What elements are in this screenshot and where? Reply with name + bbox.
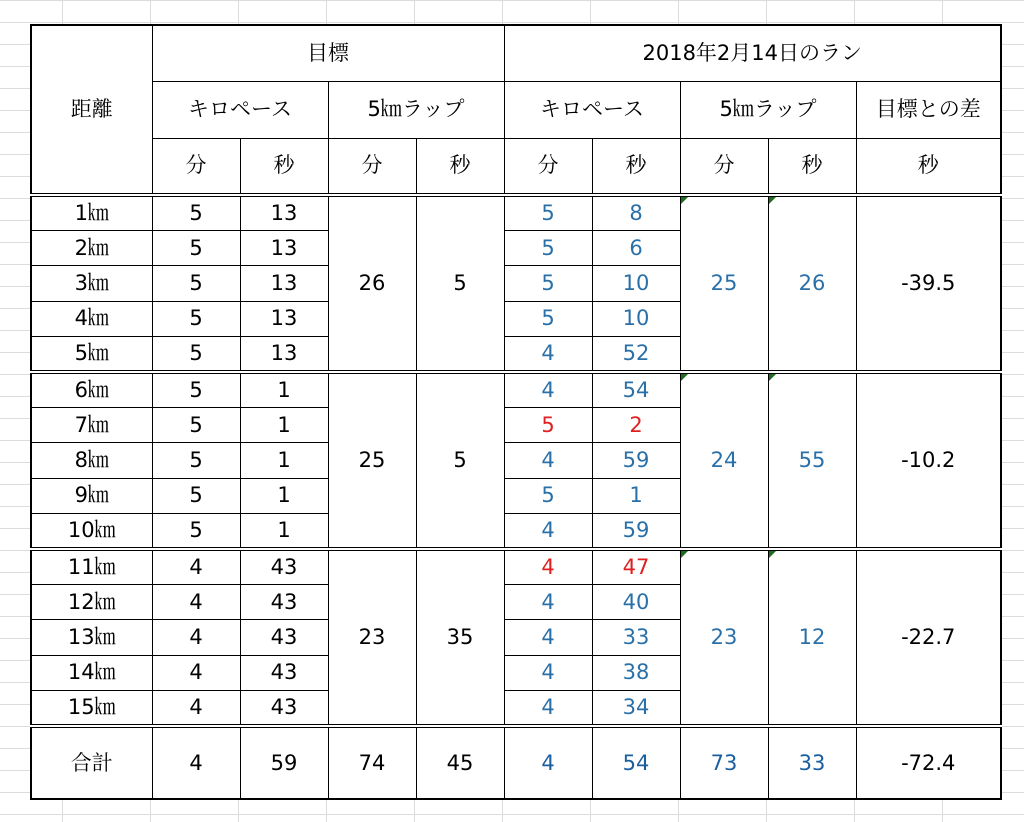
target-pace-min-cell[interactable]: 5 [152, 443, 240, 478]
run-pace-min-cell[interactable]: 4 [504, 549, 592, 584]
header-target[interactable]: 目標 [152, 25, 504, 82]
target-pace-sec-cell[interactable]: 1 [240, 407, 328, 442]
total-diff-cell[interactable]: -72.4 [856, 726, 1001, 799]
target-pace-min-cell[interactable]: 5 [152, 266, 240, 301]
run-pace-sec-cell[interactable]: 6 [592, 230, 680, 265]
distance-cell[interactable]: 9㎞ [31, 478, 152, 513]
distance-cell[interactable]: 8㎞ [31, 443, 152, 478]
distance-cell[interactable]: 12㎞ [31, 584, 152, 619]
header-run-date[interactable]: 2018年2月14日のラン [504, 25, 1001, 82]
target-pace-sec-cell[interactable]: 43 [240, 691, 328, 726]
run-pace-min-cell[interactable]: 5 [504, 266, 592, 301]
target-pace-sec-cell[interactable]: 1 [240, 514, 328, 549]
run-pace-sec-cell[interactable]: 1 [592, 478, 680, 513]
header-run-pace-sec[interactable]: 秒 [592, 138, 680, 195]
total-target-lap-sec-cell[interactable]: 45 [416, 726, 504, 799]
diff-cell[interactable]: -39.5 [856, 195, 1001, 372]
target-pace-sec-cell[interactable]: 13 [240, 337, 328, 372]
target-pace-min-cell[interactable]: 5 [152, 514, 240, 549]
header-target-lap-min[interactable]: 分 [328, 138, 416, 195]
header-diff-sec[interactable]: 秒 [856, 138, 1001, 195]
distance-cell[interactable]: 15㎞ [31, 691, 152, 726]
target-pace-sec-cell[interactable]: 1 [240, 372, 328, 407]
distance-cell[interactable]: 6㎞ [31, 372, 152, 407]
run-lap-sec-cell[interactable]: 12 [768, 549, 856, 726]
header-run-pace-min[interactable]: 分 [504, 138, 592, 195]
table-row [31, 549, 1001, 584]
total-run-pace-sec-cell[interactable]: 54 [592, 726, 680, 799]
header-target-pace-sec[interactable]: 秒 [240, 138, 328, 195]
run-pace-min-cell[interactable]: 4 [504, 443, 592, 478]
target-lap-min-cell[interactable]: 25 [328, 372, 416, 549]
target-pace-min-cell[interactable]: 4 [152, 691, 240, 726]
total-label-cell[interactable]: 合計 [31, 726, 152, 799]
run-pace-sec-cell[interactable]: 10 [592, 266, 680, 301]
target-lap-sec-cell[interactable]: 35 [416, 549, 504, 726]
run-pace-sec-cell[interactable]: 52 [592, 337, 680, 372]
distance-cell[interactable]: 13㎞ [31, 620, 152, 655]
run-pace-min-cell[interactable]: 4 [504, 337, 592, 372]
target-pace-sec-cell[interactable]: 13 [240, 195, 328, 230]
target-pace-sec-cell[interactable]: 1 [240, 443, 328, 478]
total-target-pace-min-cell[interactable]: 4 [152, 726, 240, 799]
target-pace-min-cell[interactable]: 5 [152, 478, 240, 513]
run-lap-min-cell[interactable]: 24 [680, 372, 768, 549]
target-pace-min-cell[interactable]: 4 [152, 584, 240, 619]
run-pace-min-cell[interactable]: 4 [504, 584, 592, 619]
run-lap-min-cell[interactable]: 25 [680, 195, 768, 372]
header-diff[interactable]: 目標との差 [856, 82, 1001, 139]
run-pace-sec-cell[interactable]: 10 [592, 301, 680, 336]
target-lap-sec-cell[interactable]: 5 [416, 195, 504, 372]
target-lap-min-cell[interactable]: 26 [328, 195, 416, 372]
header-run-lap-min[interactable]: 分 [680, 138, 768, 195]
header-run-lap-sec[interactable]: 秒 [768, 138, 856, 195]
run-pace-sec-cell[interactable]: 33 [592, 620, 680, 655]
header-run-5km-lap[interactable]: 5㎞ラップ [680, 82, 856, 139]
total-run-pace-min-cell[interactable]: 4 [504, 726, 592, 799]
target-pace-min-cell[interactable]: 5 [152, 230, 240, 265]
header-distance[interactable]: 距離 [31, 25, 152, 195]
total-run-lap-min-cell[interactable]: 73 [680, 726, 768, 799]
total-run-lap-sec-cell[interactable]: 33 [768, 726, 856, 799]
target-pace-sec-cell[interactable]: 43 [240, 655, 328, 690]
run-pace-sec-cell[interactable]: 47 [592, 549, 680, 584]
target-pace-min-cell[interactable]: 5 [152, 301, 240, 336]
distance-cell[interactable]: 3㎞ [31, 266, 152, 301]
run-pace-sec-cell[interactable]: 59 [592, 443, 680, 478]
header-target-5km-lap[interactable]: 5㎞ラップ [328, 82, 504, 139]
target-pace-min-cell[interactable]: 4 [152, 620, 240, 655]
target-pace-min-cell[interactable]: 5 [152, 372, 240, 407]
target-lap-min-cell[interactable]: 23 [328, 549, 416, 726]
header-target-km-pace[interactable]: キロペース [152, 82, 328, 139]
target-pace-min-cell[interactable]: 5 [152, 407, 240, 442]
run-pace-min-cell[interactable]: 5 [504, 301, 592, 336]
diff-cell[interactable]: -10.2 [856, 372, 1001, 549]
target-lap-sec-cell[interactable]: 5 [416, 372, 504, 549]
distance-cell[interactable]: 5㎞ [31, 337, 152, 372]
run-pace-min-cell[interactable]: 4 [504, 655, 592, 690]
run-pace-sec-cell[interactable]: 8 [592, 195, 680, 230]
run-pace-min-cell[interactable]: 4 [504, 514, 592, 549]
run-pace-min-cell[interactable]: 4 [504, 372, 592, 407]
run-pace-sec-cell[interactable]: 34 [592, 691, 680, 726]
total-target-lap-min-cell[interactable]: 74 [328, 726, 416, 799]
run-pace-min-cell[interactable]: 5 [504, 407, 592, 442]
run-pace-sec-cell[interactable]: 40 [592, 584, 680, 619]
distance-cell[interactable]: 4㎞ [31, 301, 152, 336]
target-pace-min-cell[interactable]: 5 [152, 195, 240, 230]
run-pace-min-cell[interactable]: 5 [504, 195, 592, 230]
target-pace-min-cell[interactable]: 4 [152, 549, 240, 584]
run-lap-sec-cell[interactable]: 55 [768, 372, 856, 549]
header-target-pace-min[interactable]: 分 [152, 138, 240, 195]
distance-cell[interactable]: 1㎞ [31, 195, 152, 230]
diff-cell[interactable]: -22.7 [856, 549, 1001, 726]
target-pace-sec-cell[interactable]: 43 [240, 584, 328, 619]
target-pace-sec-cell[interactable]: 13 [240, 266, 328, 301]
distance-cell[interactable]: 11㎞ [31, 549, 152, 584]
run-pace-sec-cell[interactable]: 38 [592, 655, 680, 690]
distance-cell[interactable]: 10㎞ [31, 514, 152, 549]
target-pace-min-cell[interactable]: 5 [152, 337, 240, 372]
table-row [31, 195, 1001, 230]
run-pace-min-cell[interactable]: 4 [504, 620, 592, 655]
distance-cell[interactable]: 2㎞ [31, 230, 152, 265]
run-lap-min-cell[interactable]: 23 [680, 549, 768, 726]
total-row [31, 726, 1001, 799]
target-pace-min-cell[interactable]: 4 [152, 655, 240, 690]
table-row [31, 372, 1001, 407]
run-pace-min-cell[interactable]: 4 [504, 691, 592, 726]
run-pace-min-cell[interactable]: 5 [504, 230, 592, 265]
target-pace-sec-cell[interactable]: 1 [240, 478, 328, 513]
total-target-pace-sec-cell[interactable]: 59 [240, 726, 328, 799]
run-pace-sec-cell[interactable]: 54 [592, 372, 680, 407]
target-pace-sec-cell[interactable]: 43 [240, 549, 328, 584]
run-pace-sec-cell[interactable]: 2 [592, 407, 680, 442]
distance-cell[interactable]: 7㎞ [31, 407, 152, 442]
target-pace-sec-cell[interactable]: 13 [240, 301, 328, 336]
run-pace-min-cell[interactable]: 5 [504, 478, 592, 513]
distance-cell[interactable]: 14㎞ [31, 655, 152, 690]
header-target-lap-sec[interactable]: 秒 [416, 138, 504, 195]
target-pace-sec-cell[interactable]: 43 [240, 620, 328, 655]
target-pace-sec-cell[interactable]: 13 [240, 230, 328, 265]
header-run-km-pace[interactable]: キロペース [504, 82, 680, 139]
run-pace-sec-cell[interactable]: 59 [592, 514, 680, 549]
run-comparison-table [30, 24, 1002, 800]
run-lap-sec-cell[interactable]: 26 [768, 195, 856, 372]
